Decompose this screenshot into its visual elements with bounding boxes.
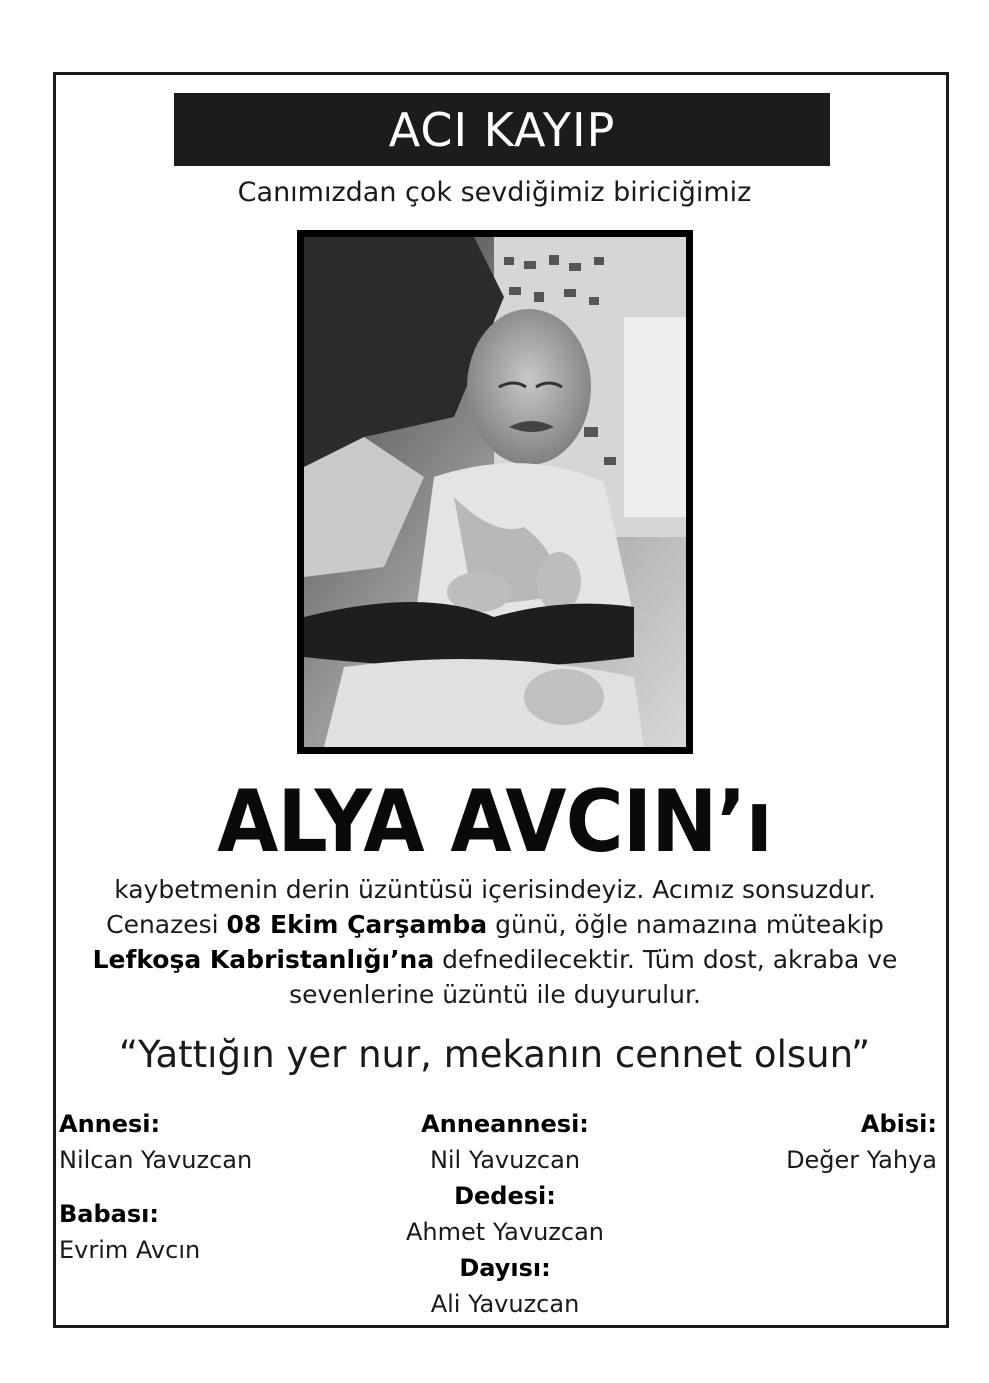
header-banner	[174, 93, 830, 166]
grandmother-label: Anneannesi:	[421, 1110, 589, 1138]
announcement-line-4: sevenlerine üzüntü ile duyurulur.	[289, 980, 701, 1009]
photo-illustration	[304, 237, 686, 747]
announcement-line-3	[60, 942, 930, 977]
condolence-quote: “Yattığın yer nur, mekanın cennet olsun”	[118, 1033, 871, 1076]
mother-label: Annesi:	[59, 1110, 161, 1138]
father-name: Evrim Avcın	[59, 1236, 201, 1264]
brother-name: Değer Yahya	[786, 1146, 937, 1174]
father-label: Babası:	[59, 1200, 159, 1228]
cemetery-name: Lefkoşa Kabristanlığı’na	[92, 945, 435, 974]
announcement-line-2-post: günü, öğle namazına müteakip	[487, 910, 884, 939]
grandfather-name: Ahmet Yavuzcan	[406, 1218, 604, 1246]
header-title: ACI KAYIP	[388, 102, 616, 157]
grandfather-label: Dedesi:	[454, 1182, 556, 1210]
uncle-label: Dayısı:	[459, 1254, 551, 1282]
intro-text: Canımızdan çok sevdiğimiz biriciğimiz	[237, 177, 752, 208]
funeral-date: 08 Ekim Çarşamba	[226, 910, 488, 939]
announcement-line-2-pre: Cenazesi	[106, 910, 227, 939]
announcement-line-1: kaybetmenin derin üzüntüsü içerisindeyiz. Acımız sonsuzdur.	[114, 875, 876, 904]
deceased-name: ALYA AVCIN’ı	[217, 772, 772, 872]
brother-label: Abisi:	[860, 1110, 937, 1138]
announcement-line-3-post: defnedilecektir. Tüm dost, akraba ve	[434, 945, 898, 974]
grandmother-name: Nil Yavuzcan	[429, 1146, 581, 1174]
uncle-name: Ali Yavuzcan	[430, 1290, 580, 1318]
announcement-text	[60, 872, 930, 1012]
child-portrait-photo	[297, 230, 693, 754]
announcement-line-2	[60, 907, 930, 942]
mother-name: Nilcan Yavuzcan	[59, 1146, 253, 1174]
